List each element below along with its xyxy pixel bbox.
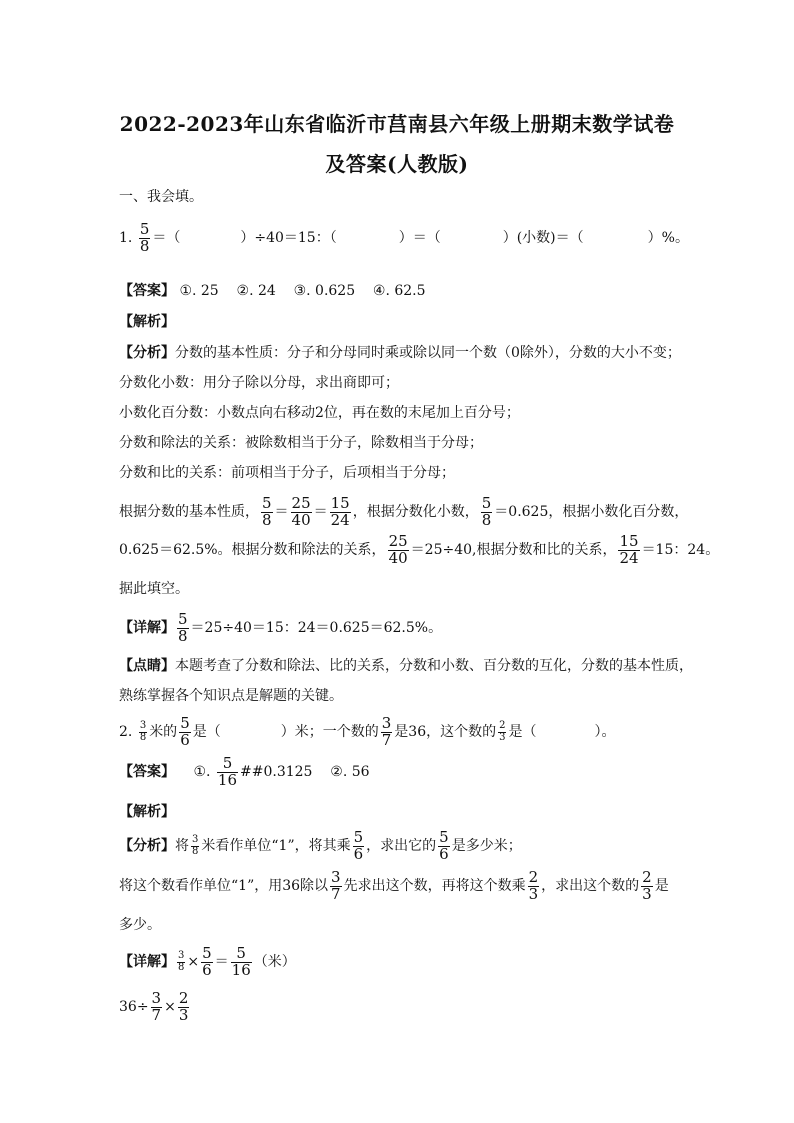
fraction: $\frac{3}{7}$ bbox=[151, 988, 162, 1024]
q2-fenxi-1: 【分析】将 $\frac{3}{8}$ 米看作单位“1”，将其乘 $\frac{5}{6}$ ，求出它的 $\frac{5}{6}$ 是多少米； bbox=[119, 827, 522, 863]
q2-answer: 【答案】 ①. $\frac{5}{16}$ ##0.3125 ②. 56 bbox=[119, 753, 370, 789]
q2-fenxi-3: 多少。 bbox=[119, 917, 161, 933]
q2-fenxi-2: 将这个数看作单位“1”，用36除以 $\frac{3}{7}$ 先求出这个数，再将这个数乘 $\frac{2}{3}$ ，求出这个数的 $\frac{2}{3}$ 是 bbox=[119, 867, 669, 903]
q1-fenxi-6: 根据分数的基本性质， $\frac{5}{8}$ ＝ $\frac{25}{40}$ ＝ $\frac{15}{24}$ ，根据分数化小数， $\frac{5}{8}$ ＝0.625，根据小数化百分数， bbox=[119, 493, 689, 529]
q1-dianjing-2: 熟练掌握各个知识点是解题的关键。 bbox=[119, 688, 343, 704]
fraction: $\frac{5}{16}$ bbox=[217, 753, 238, 789]
q1-dianjing-1: 【点睛】本题考查了分数和除法、比的关系，分数和小数、百分数的互化，分数的基本性质， bbox=[119, 658, 693, 674]
fraction: $\frac{5}{6}$ bbox=[439, 827, 449, 863]
q2-jiexi: 【解析】 bbox=[119, 804, 175, 820]
fraction: $\frac{5}{8}$ bbox=[481, 493, 492, 529]
fraction: $\frac{3}{8}$ bbox=[139, 720, 147, 743]
fraction: $\frac{2}{3}$ bbox=[642, 867, 652, 903]
q1-fenxi-7: 0.625＝62.5%。根据分数和除法的关系， $\frac{25}{40}$ ＝25÷40,根据分数和比的关系， $\frac{15}{24}$ ＝15：24。 bbox=[119, 531, 720, 567]
answer-text: ①. 25 ②. 24 ③. 0.625 ④. 62.5 bbox=[179, 283, 426, 299]
fraction: $\frac{5}{16}$ bbox=[231, 943, 251, 979]
fraction: $\frac{3}{7}$ bbox=[381, 713, 392, 749]
q2-xiangjie: 【详解】 $\frac{3}{8}$ × $\frac{5}{6}$ ＝ $\frac{5}{16}$ （米） bbox=[119, 943, 296, 979]
fraction: $\frac{3}{8}$ bbox=[178, 950, 185, 973]
q1-fenxi-3: 小数化百分数：小数点向右移动2位，再在数的末尾加上百分号； bbox=[119, 405, 520, 421]
fraction: $\frac{25}{40}$ bbox=[388, 531, 408, 567]
fraction: $\frac{5}{6}$ bbox=[202, 943, 212, 979]
fraction: $\frac{25}{40}$ bbox=[291, 493, 311, 529]
section-heading: 一、我会填。 bbox=[119, 189, 203, 205]
document-title-line2: 及答案(人教版) bbox=[325, 152, 469, 176]
fraction: $\frac{15}{24}$ bbox=[619, 531, 639, 567]
q1-xiangjie: 【详解】 $\frac{5}{8}$ ＝25÷40＝15：24＝0.625＝62.5%。 bbox=[119, 609, 443, 645]
fraction: $\frac{2}{3}$ bbox=[499, 720, 506, 743]
fraction: $\frac{5}{8}$ bbox=[139, 219, 150, 255]
answer-tag: 【答案】 bbox=[119, 283, 175, 299]
q1-fenxi-4: 分数和除法的关系：被除数相当于分子，除数相当于分母； bbox=[119, 435, 483, 451]
q1-fenxi-5: 分数和比的关系：前项相当于分子，后项相当于分母； bbox=[119, 465, 455, 481]
q1-jiexi: 【解析】 bbox=[119, 314, 175, 330]
fraction: $\frac{2}{3}$ bbox=[178, 988, 189, 1024]
q2-xiangjie-2: 36÷ $\frac{3}{7}$ × $\frac{2}{3}$ bbox=[119, 988, 189, 1024]
fraction: $\frac{5}{8}$ bbox=[262, 493, 272, 529]
question-number: 2. bbox=[119, 724, 133, 740]
q1-fenxi-8: 据此填空。 bbox=[119, 581, 189, 597]
fraction: $\frac{2}{3}$ bbox=[528, 867, 539, 903]
question-1: 1. $\frac{5}{8}$ ＝（ ）÷40＝15：（ ）＝（ ）(小数)＝（ ）%。 bbox=[119, 219, 689, 255]
fraction: $\frac{15}{24}$ bbox=[330, 493, 350, 529]
q1-fenxi-2: 分数化小数：用分子除以分母，求出商即可； bbox=[119, 375, 399, 391]
question-number: 1. bbox=[119, 230, 133, 246]
q1-answer bbox=[119, 282, 426, 300]
fraction: $\frac{3}{7}$ bbox=[331, 867, 341, 903]
document-title-line1: 2022-2023年山东省临沂市莒南县六年级上册期末数学试卷 bbox=[119, 112, 675, 136]
fraction: $\frac{5}{8}$ bbox=[178, 609, 188, 645]
fraction: $\frac{3}{8}$ bbox=[192, 834, 199, 857]
fraction: $\frac{5}{6}$ bbox=[180, 713, 190, 749]
question-2: 2. $\frac{3}{8}$ 米的 $\frac{5}{6}$ 是（ ）米；一个数的 $\frac{3}{7}$ 是36，这个数的 $\frac{2}{3}$ 是（ ）。 bbox=[119, 713, 616, 749]
fraction: $\frac{5}{6}$ bbox=[353, 827, 364, 863]
q1-fenxi-1: 【分析】分数的基本性质：分子和分母同时乘或除以同一个数（0除外），分数的大小不变； bbox=[119, 345, 681, 361]
